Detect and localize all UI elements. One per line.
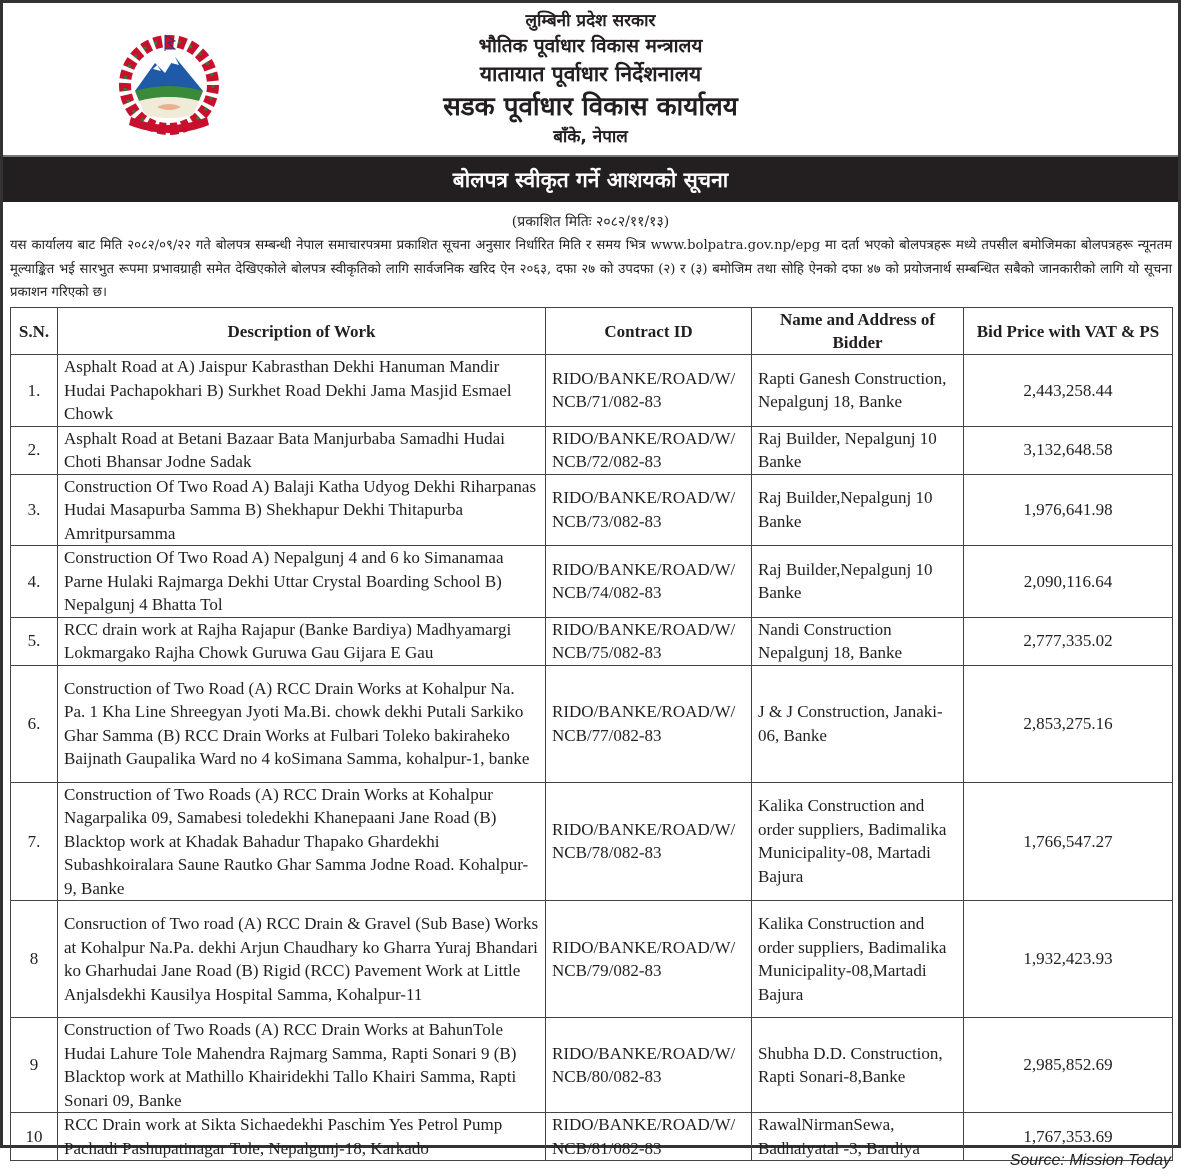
cell-bidder: Nandi Construction Nepalgunj 18, Banke xyxy=(752,617,964,665)
table-row xyxy=(11,474,1173,546)
cell-price: 1,766,547.27 xyxy=(964,782,1173,901)
source-credit: Source: Mission Today xyxy=(1009,1152,1171,1169)
cell-sn: 10 xyxy=(11,1113,58,1161)
cell-description: RCC drain work at Rajha Rajapur (Banke Bardiya) Madhyamargi Lokmargako Rajha Chowk Guruwa Gau Gijara E Gau xyxy=(58,617,546,665)
cell-price: 2,985,852.69 xyxy=(964,1018,1173,1113)
cell-contract-id: RIDO/BANKE/ROAD/W/ NCB/78/082-83 xyxy=(546,782,752,901)
cell-description: Construction Of Two Road A) Nepalgunj 4 and 6 ko Simanamaa Parne Hulaki Rajmarga Dekhi Uttar Crystal Boarding School B) Nepalgunj 4 Bhatta Tol xyxy=(58,546,546,618)
heading-province: लुम्बिनी प्रदेश सरकार xyxy=(525,11,656,31)
cell-contract-id: RIDO/BANKE/ROAD/W/ NCB/72/082-83 xyxy=(546,426,752,474)
heading-office: सडक पूर्वाधार विकास कार्यालय xyxy=(443,92,738,122)
cell-contract-id: RIDO/BANKE/ROAD/W/ NCB/71/082-83 xyxy=(546,355,752,427)
cell-price: 1,767,353.69 xyxy=(964,1113,1173,1161)
notice-title-bar xyxy=(3,155,1178,202)
header-bidder: Name and Address of Bidder xyxy=(752,308,964,355)
cell-bidder: Rapti Ganesh Construction, Nepalgunj 18, Banke xyxy=(752,355,964,427)
cell-bidder: Raj Builder,Nepalgunj 10 Banke xyxy=(752,474,964,546)
cell-contract-id: RIDO/BANKE/ROAD/W/ NCB/75/082-83 xyxy=(546,617,752,665)
table-row xyxy=(11,782,1173,901)
notice-intro-paragraph: यस कार्यालय बाट मिति २०८२/०९/२२ गते बोलपत्र सम्बन्धी नेपाल समाचारपत्रमा प्रकाशित सूचना अनुसार निर्धारित मिति र समय भित्र www.bolpatra.gov.np/epg मा दर्ता भएको बोलपत्रहरू मध्ये तपसील बमोजिमका बोलपत्रहरू न्यूनतम मूल्याङ्कित भई सारभुत रूपमा प्रभावग्राही समेत देखिएकोले बोलपत्र स्वीकृतिको लागि सार्वजनिक खरिद ऐन २०६३, दफा २७ को उपदफा (२) र (३) बमोजिम तथा सोहि ऐनको दफा ४७ को प्रयोजनार्थ सम्बन्धित सबैको जानकारीको लागि यो सूचना प्रकाशन गरिएको छ। xyxy=(10,238,1172,300)
table-row xyxy=(11,617,1173,665)
table-row xyxy=(11,355,1173,427)
cell-bidder: Raj Builder,Nepalgunj 10 Banke xyxy=(752,546,964,618)
cell-sn: 1. xyxy=(11,355,58,427)
cell-description: Construction of Two Roads (A) RCC Drain Works at BahunTole Hudai Lahure Tole Mahendra Rajmarg Samma, Rapti Sonari 9 (B) Blacktop work at Mathillo Khairidekhi Tallo Khairi Samma, Rapti Sonari 09, Banke xyxy=(58,1018,546,1113)
cell-price: 2,853,275.16 xyxy=(964,665,1173,782)
cell-description: Construction Of Two Road A) Balaji Katha Udyog Dekhi Riharpanas Hudai Masapurba Samma B) Shekhapur Dekhi Thitapurba Amritpursamma xyxy=(58,474,546,546)
header-contract-id: Contract ID xyxy=(546,308,752,355)
cell-bidder: J & J Construction, Janaki-06, Banke xyxy=(752,665,964,782)
cell-contract-id: RIDO/BANKE/ROAD/W/ NCB/81/082-83 xyxy=(546,1113,752,1161)
header-description: Description of Work xyxy=(58,308,546,355)
bid-table xyxy=(10,307,1173,1161)
cell-price: 1,932,423.93 xyxy=(964,901,1173,1018)
table-row xyxy=(11,901,1173,1018)
cell-sn: 2. xyxy=(11,426,58,474)
cell-contract-id: RIDO/BANKE/ROAD/W/ NCB/73/082-83 xyxy=(546,474,752,546)
cell-bidder: RawalNirmanSewa, Badhaiyatal -3, Bardiya xyxy=(752,1113,964,1161)
cell-contract-id: RIDO/BANKE/ROAD/W/ NCB/80/082-83 xyxy=(546,1018,752,1113)
cell-description: Construction of Two Road (A) RCC Drain Works at Kohalpur Na. Pa. 1 Kha Line Shreegyan Jyoti Ma.Bi. chowk dekhi Putali Sarkiko Ghar Samma (B) RCC Drain Works at Fulbari Toleko bakiraheko Baijnath Gaupalika Ward no 4 koSimana Samma, kohalpur-1, banke xyxy=(58,665,546,782)
table-row xyxy=(11,1018,1173,1113)
published-date: (प्रकाशित मितिः २०८२/११/१३) xyxy=(511,214,670,230)
cell-sn: 9 xyxy=(11,1018,58,1113)
cell-price: 2,443,258.44 xyxy=(964,355,1173,427)
header-sn: S.N. xyxy=(11,308,58,355)
cell-description: Consruction of Two road (A) RCC Drain & Gravel (Sub Base) Works at Kohalpur Na.Pa. dekhi Arjun Chaudhary ko Gharra Yuraj Bhandari ko Gharhudai Jane Road (B) Rigid (RCC) Pavement Work at Little Anjalsdekhi Kausilya Hospital Samma, Kohalpur-11 xyxy=(58,901,546,1018)
office-heading xyxy=(3,9,1178,149)
table-row xyxy=(11,546,1173,618)
heading-ministry: भौतिक पूर्वाधार विकास मन्त्रालय xyxy=(478,35,703,57)
cell-sn: 4. xyxy=(11,546,58,618)
cell-contract-id: RIDO/BANKE/ROAD/W/ NCB/77/082-83 xyxy=(546,665,752,782)
cell-description: Asphalt Road at Betani Bazaar Bata Manjurbaba Samadhi Hudai Choti Bhansar Jodne Sadak xyxy=(58,426,546,474)
notice-header xyxy=(3,3,1178,155)
cell-price: 1,976,641.98 xyxy=(964,474,1173,546)
cell-sn: 8 xyxy=(11,901,58,1018)
cell-description: Asphalt Road at A) Jaispur Kabrasthan Dekhi Hanuman Mandir Hudai Pachapokhari B) Surkhet Road Dekhi Jama Masjid Esmael Chowk xyxy=(58,355,546,427)
cell-contract-id: RIDO/BANKE/ROAD/W/ NCB/74/082-83 xyxy=(546,546,752,618)
cell-bidder: Shubha D.D. Construction, Rapti Sonari-8,Banke xyxy=(752,1018,964,1113)
cell-sn: 6. xyxy=(11,665,58,782)
cell-bidder: Raj Builder, Nepalgunj 10 Banke xyxy=(752,426,964,474)
cell-sn: 7. xyxy=(11,782,58,901)
cell-contract-id: RIDO/BANKE/ROAD/W/ NCB/79/082-83 xyxy=(546,901,752,1018)
header-price: Bid Price with VAT & PS xyxy=(964,308,1173,355)
cell-sn: 3. xyxy=(11,474,58,546)
cell-price: 2,090,116.64 xyxy=(964,546,1173,618)
cell-sn: 5. xyxy=(11,617,58,665)
heading-location: बाँके, नेपाल xyxy=(553,127,628,147)
cell-description: Construction of Two Roads (A) RCC Drain Works at Kohalpur Nagarpalika 09, Samabesi toledekhi Khanepaani Jane Road (B) Blacktop work at Khadak Bahadur Thapako Ghardekhi Subashkoiralara Saune Rautko Ghar Samma Jodne Road. Kohalpur-9, Banke xyxy=(58,782,546,901)
cell-bidder: Kalika Construction and order suppliers, Badimalika Municipality-08,Martadi Bajura xyxy=(752,901,964,1018)
table-row xyxy=(11,665,1173,782)
cell-price: 2,777,335.02 xyxy=(964,617,1173,665)
notice-title: बोलपत्र स्वीकृत गर्ने आशयको सूचना xyxy=(452,166,729,192)
cell-description: RCC Drain work at Sikta Sichaedekhi Paschim Yes Petrol Pump Pachadi Pashupatinagar Tole, Nepalgunj-18, Karkado xyxy=(58,1113,546,1161)
table-header-row xyxy=(11,308,1173,355)
table-row xyxy=(11,1113,1173,1161)
table-row xyxy=(11,426,1173,474)
cell-price: 3,132,648.58 xyxy=(964,426,1173,474)
cell-bidder: Kalika Construction and order suppliers, Badimalika Municipality-08, Martadi Bajura xyxy=(752,782,964,901)
heading-directorate: यातायात पूर्वाधार निर्देशनालय xyxy=(479,62,702,86)
